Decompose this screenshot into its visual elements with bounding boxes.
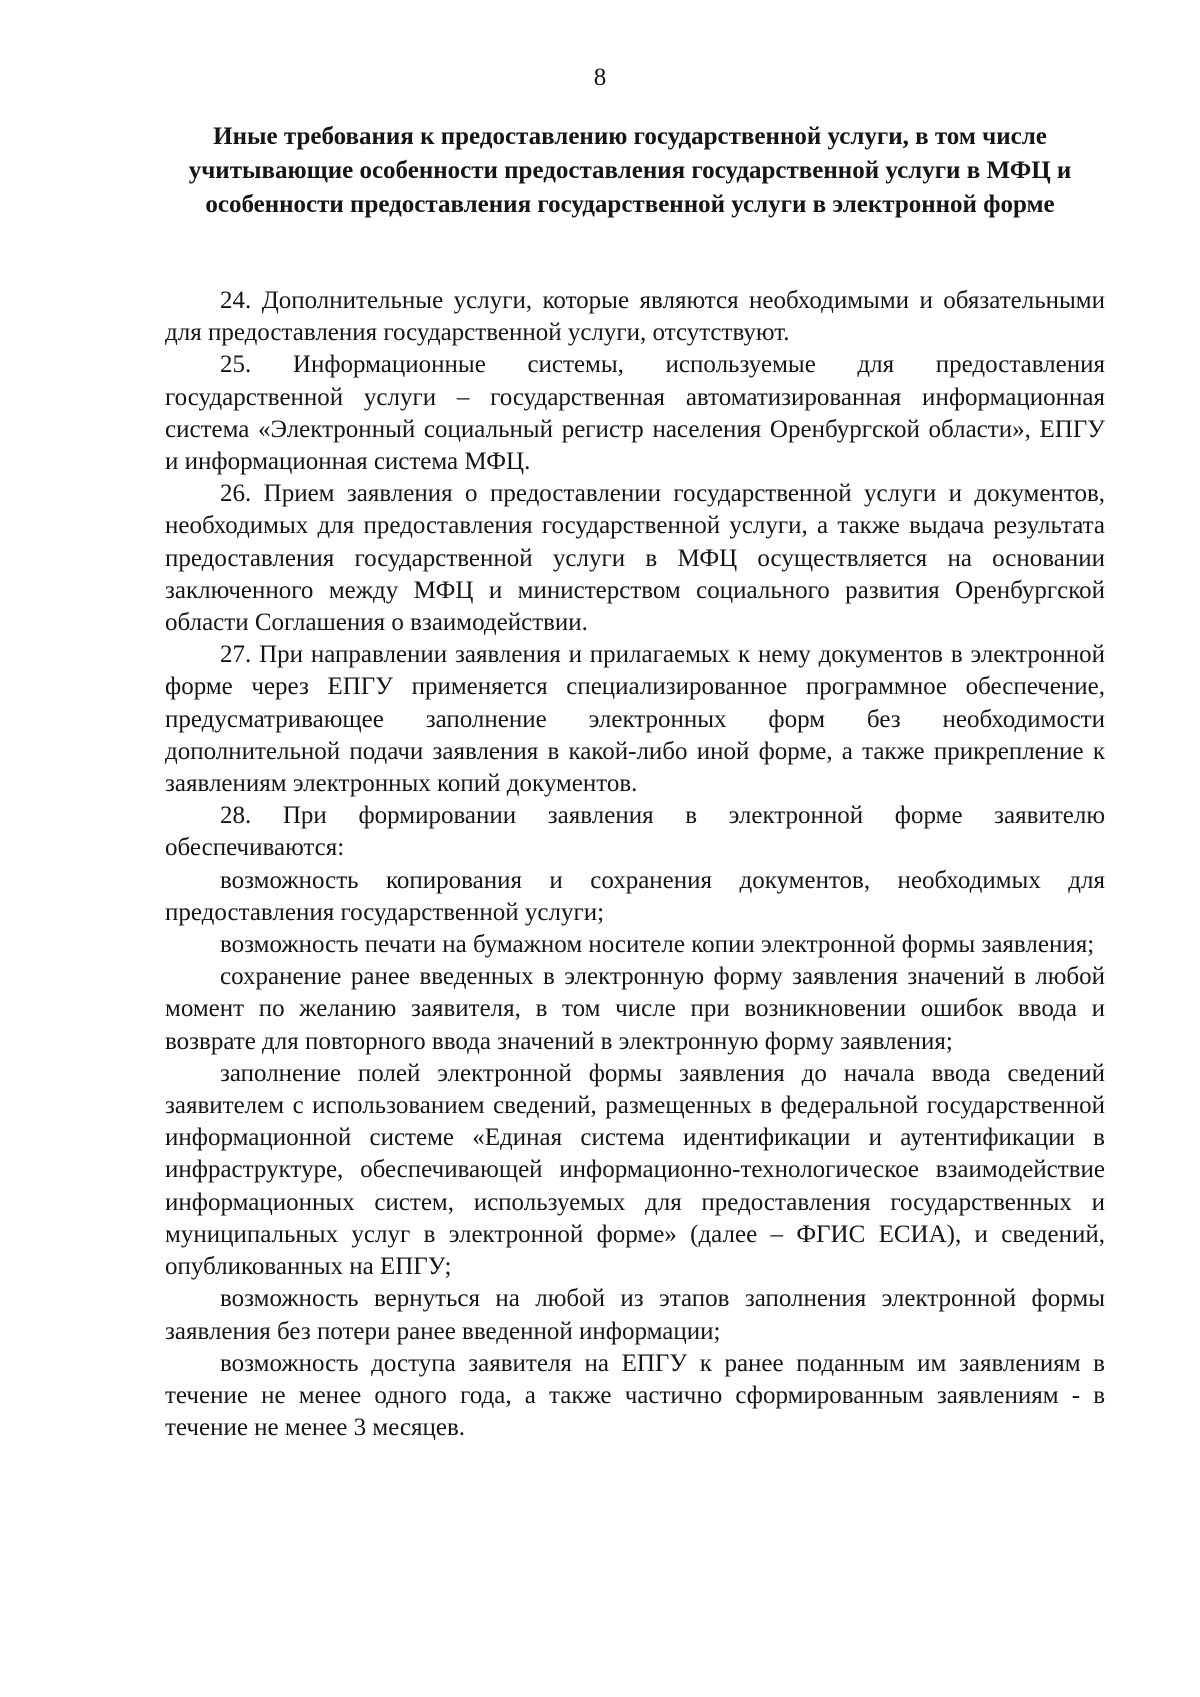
list-item-copy-save: возможность копирования и сохранения документов, необходимых для предоставления государственной услуги; [165, 866, 1105, 926]
list-item-print: возможность печати на бумажном носителе копии электронной формы заявления; [220, 931, 1095, 959]
paragraph-24: 24. Дополнительные услуги, которые являются необходимыми и обязательными для предоставления государственной услуги, отсутствуют. [165, 287, 1105, 347]
document-body [165, 285, 1105, 1444]
list-item-autofill: заполнение полей электронной формы заявления до начала ввода сведений заявителем с использованием сведений, размещенных в федеральной государственной информационной системе «Единая система идентификации и аутентификации в инфраструктуре, обеспечивающей информационно-технологическое взаимодействие информационных систем, используемых для предоставления государственных и муниципальных услуг в электронной форме» (далее – ФГИС ЕСИА), и сведений, опубликованных на ЕПГУ; [165, 1059, 1105, 1281]
list-item-access-applications: возможность доступа заявителя на ЕПГУ к ранее поданным им заявлениям в течение не менее одного года, а также частично сформированным заявлениям - в течение не менее 3 месяцев. [165, 1349, 1105, 1442]
list-item-save-values: сохранение ранее введенных в электронную форму заявления значений в любой момент по желанию заявителя, в том числе при возникновении ошибок ввода и возврате для повторного ввода значений в электронную форму заявления; [165, 963, 1105, 1055]
paragraph-25: 25. Информационные системы, используемые для предоставления государственной услуги – государственная автоматизированная информационная система «Электронный социальный регистр населения Оренбургской области», ЕПГУ и информационная система МФЦ. [165, 351, 1105, 476]
section-heading: Иные требования к предоставлению государственной услуги, в том числе учитывающие особенности предоставления государственной услуги в МФЦ и особенности предоставления государственной услуги в электронной форме [188, 123, 1072, 218]
page-number: 8 [593, 64, 607, 91]
paragraph-26: 26. Прием заявления о предоставлении государственной услуги и документов, необходимых для предоставления государственной услуги, а также выдача результата предоставления государственной услуги в МФЦ осуществляется на основании заключенного между МФЦ и министерством социального развития Оренбургской области Соглашения о взаимодействии. [165, 480, 1105, 637]
paragraph-28: 28. При формировании заявления в электронной форме заявителю обеспечиваются: [165, 802, 1105, 862]
paragraph-27: 27. При направлении заявления и прилагаемых к нему документов в электронной форме через ЕПГУ применяется специализированное программное обеспечение, предусматривающее заполнение электронных форм без необходимости дополнительной подачи заявления в какой-либо иной форме, а также прикрепление к заявлениям электронных копий документов. [165, 641, 1105, 798]
list-item-return-step: возможность вернуться на любой из этапов заполнения электронной формы заявления без потери ранее введенной информации; [165, 1285, 1105, 1345]
